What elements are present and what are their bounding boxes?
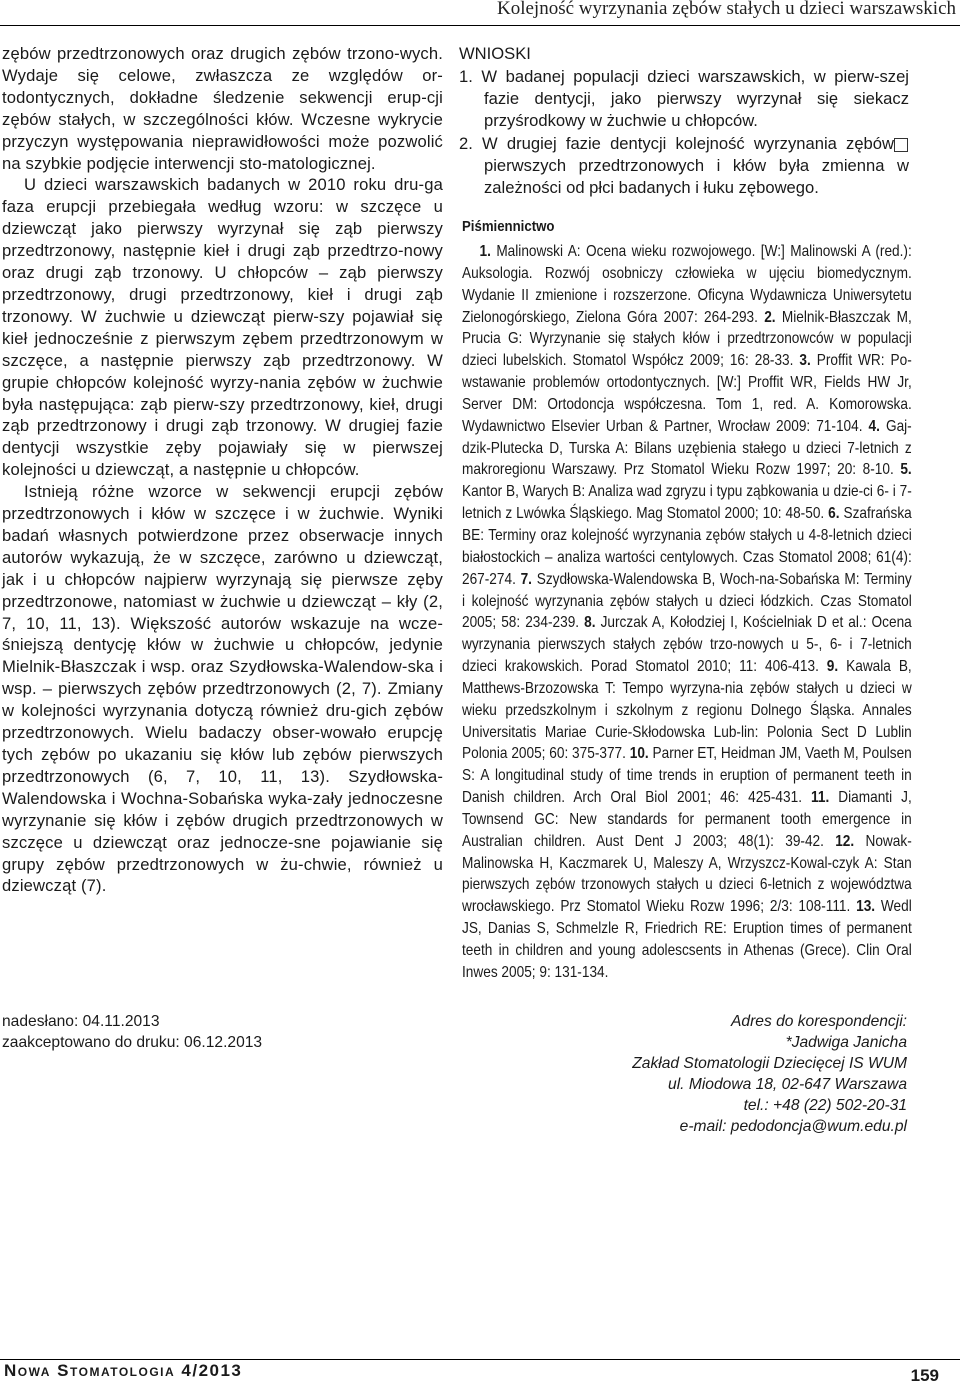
reference-number: 7. bbox=[520, 570, 532, 588]
references-heading: Piśmiennictwo bbox=[462, 218, 555, 235]
reference-text: Mielnik-Błaszczak M, Prucia G: Wyrzynanie się stałych kłów i przedtrzonowców w populacji dzieci lubelskich. Stomatol Współcz 2009; 16: 28-33. bbox=[462, 308, 912, 370]
running-head: Kolejność wyrzynania zębów stałych u dzieci warszawskich bbox=[497, 0, 956, 19]
reference-number: 4. bbox=[868, 417, 880, 435]
reference-text: Parner ET, Heidman JM, Vaeth M, Poulsen S: A longitudinal study of time trends in eruption of permanent teeth in Danish children. Arch Oral Biol 2001; 46: 425-431. bbox=[462, 745, 912, 807]
reference-text: Nowak-Malinowska H, Kaczmarek U, Maleszy A, Wrzyszcz-Kowal-czyk A: Stan pierwszych zębów trzonowych stałych u dzieci 6-letnich z województwa wrocławskiego. Prz Stomatol Wieku Rozw 1996; 2/3: 108-111. bbox=[462, 832, 912, 916]
end-of-article-square-icon bbox=[894, 138, 908, 152]
reference-number: 6. bbox=[828, 505, 840, 523]
conclusion-item bbox=[459, 66, 909, 132]
reference-number: 13. bbox=[856, 898, 876, 916]
correspondence-heading: Adres do korespondencji: bbox=[731, 1013, 907, 1030]
header-rule bbox=[0, 25, 960, 26]
reference-text: Szafrańska BE: Terminy oraz kolejność wyrzynania zębów stałych u 4-8-letnich dzieci białostockich – analiza wartości centylowych. Czas Stomatol 2008; 61(4): 267-274. bbox=[462, 505, 912, 588]
reference-number: 2. bbox=[764, 308, 776, 326]
reference-text: Kantor B, Warych B: Analiza wad zgryzu i typu ząbkowania u dzie-ci 6- i 7-letnich z Lwówka Śląskiego. Mag Stomatol 2000; 10: 48-50. bbox=[462, 483, 912, 523]
reference-number: 11. bbox=[811, 789, 830, 807]
correspondence-street: ul. Miodowa 18, 02-647 Warszawa bbox=[668, 1076, 907, 1093]
reference-text: Gaj-dzik-Plutecka D, Turska A: Bilans uzębienia stałego u dzieci 7-letnich z makroregionu Warszawy. Prz Stomatol Wieku Rozw 1997; 20: 8-10. bbox=[462, 417, 912, 479]
correspondence-name: *Jadwiga Janicha bbox=[785, 1034, 907, 1051]
reference-number: 8. bbox=[584, 614, 596, 632]
reference-text: Jurczak A, Kołodziej I, Kościelniak D et al.: Ocena wyrzynania pierwszych stałych zębów trzo-nowych u 5-, 6- i 7-letnich dzieci krakowskich. Porad Stomatol 2010; 11: 406-413. bbox=[462, 614, 912, 676]
conclusion-text: 1. W badanej populacji dzieci warszawskich, w pierw-szej fazie dentycji, jako pierwszy wyrzynał się siekacz przyśrodkowy w żuchwie u chłopców. bbox=[459, 67, 909, 130]
paragraph-2: U dzieci warszawskich badanych w 2010 roku dru-ga faza erupcji przebiegała według wzoru: w szczęce u dziewcząt jako pierwszy wyrzynał się ząb pierwszy przedtrzonowy, następnie kieł i drugi ząb przedtrzo-nowy oraz drugi ząb trzonowy. U chłopców – ząb pierwszy przedtrzonowy, drugi przedtrzonowy, kieł i drugi ząb trzonowy. W żuchwie u dziewcząt pierw-szy pojawiał się kieł jednocześnie z pierwszym zębem przedtrzonowym w szczęce, a następnie pierwszy ząb przedtrzonowy. W grupie chłopców kolejność wyrzy-nania zębów w żuchwie była następująca: ząb pierw-szy przedtrzonowy, kieł, drugi ząb przedtrzonowy i drugi ząb trzonowy. W drugiej fazie dentycji wszystkie zęby pojawiały się w pierwszej kolejności u dziewcząt, a następnie u chłopców. bbox=[2, 175, 443, 480]
correspondence-institution: Zakład Stomatologii Dziecięcej IS WUM bbox=[632, 1055, 907, 1072]
paragraph-1: zębów przedtrzonowych oraz drugich zębów trzono-wych. Wydaje się celowe, zwłaszcza ze względów or-todontycznych, dokładne śledzenie sekwencji erup-cji zębów stałych, w szczególności kłów. Wczesne wykrycie przyczyn występowania nieprawidłowości może pozwolić na szybkie podjęcie interwencji sto-matologicznej. bbox=[2, 44, 443, 173]
paragraph-3: Istnieją różne wzorce w sekwencji erupcji zębów przedtrzonowych i kłów w szczęce i w żuchwie. Wyniki badań własnych potwierdzone przez obserwacje innych autorów wykazują, że w szczęce, zarówno u dziewcząt, jak i u chłopców najpierw wyrzynają się pierwsze zęby przedtrzonowe, natomiast w żuchwie u dziewcząt – kły (2, 7, 10, 11, 13). Większość autorów wskazuje na wcze-śniejszą dentycję kłów w żuchwie u chłopców, jedynie Mielnik-Błaszczak i wsp. oraz Szydłowska-Walendow-ska i wsp. – pierwszych zębów przedtrzonowych (2, 7). Zmiany w kolejności wyrzynania dotyczą również dru-gich zębów przedtrzonowych. Wielu badaczy obser-wowało erupcję tych zębów po ukazaniu się kłów lub zębów pierwszych przedtrzonowych (6, 7, 10, 11, 13). Szydłowska-Walendowska i Wochna-Sobańska wyka-zały jednoczesne wyrzynanie się kłów i zębów drugich przedtrzonowych w szczęce u dziewcząt oraz jednocze-sne pojawianie się grupy zębów przedtrzonowych w żu-chwie, również u dziewcząt (7). bbox=[2, 482, 443, 896]
conclusion-item bbox=[459, 133, 909, 199]
received-date: nadesłano: 04.11.2013 bbox=[2, 1013, 160, 1030]
reference-number: 1. bbox=[479, 243, 491, 260]
reference-number: 9. bbox=[826, 658, 839, 676]
reference-text: Wedl JS, Danias S, Schmelzle R, Friedrich RE: Eruption times of permanent teeth in children and young adolescsents in Athenas (Grece). Clin Oral Inwes 2005; 9: 131-134. bbox=[462, 898, 912, 981]
reference-number: 10. bbox=[629, 745, 649, 763]
reference-text: Diamanti J, Townsend GC: New standards for permanent tooth emergence in Australian children. Aust Dent J 2003; 48(1): 39-42. bbox=[462, 789, 912, 850]
right-column bbox=[459, 43, 912, 984]
accepted-date: zaakceptowano do druku: 06.12.2013 bbox=[2, 1034, 263, 1051]
reference-number: 12. bbox=[835, 832, 855, 850]
reference-text: Malinowski A: Ocena wieku rozwojowego. [W:] Malinowski A (red.): Auksologia. Rozwój osobniczy człowieka w ujęciu biomedycznym. Wydanie II zmienione i rozszerzone. Oficyna Wydawnicza Uniwersytetu Zielonogórskiego, Zielona Góra 2007: 264-293. bbox=[462, 243, 912, 326]
submission-dates bbox=[2, 1011, 262, 1053]
left-column bbox=[2, 43, 443, 897]
correspondence-address bbox=[632, 1011, 907, 1137]
conclusion-text: 2. W drugiej fazie dentycji kolejność wyrzynania zębów pierwszych przedtrzonowych i kłów była zmienna w zależności od płci badanych i łuku zębowego. bbox=[459, 134, 909, 197]
correspondence-email: e-mail: pedodoncja@wum.edu.pl bbox=[679, 1118, 907, 1135]
correspondence-phone: tel.: +48 (22) 502-20-31 bbox=[743, 1097, 907, 1114]
reference-text: Szydłowska-Walendowska B, Woch-na-Sobańska M: Terminy i kolejność wyrzynania zębów stałych u dzieci łódzkich. Czas Stomatol 2005; 58: 234-239. bbox=[462, 570, 912, 632]
journal-name: Nowa Stomatologia 4/2013 bbox=[4, 1361, 243, 1380]
footer-rule bbox=[0, 1359, 960, 1360]
reference-text: Kawala B, Matthews-Brzozowska T: Tempo wyrzyna-nia zębów stałych u dzieci w wieku przedszkolnym i szkolnym z regionu Dolnego Śląska. Annales Universitatis Mariae Curie-Skłodowska Lub-lin: Polonia Sect D Lublin Polonia 2005; 60: 375-377. bbox=[462, 658, 912, 763]
reference-text: Proffit WR: Po-wstawanie problemów ortodontycznych. [W:] Proffit WR, Fields HW Jr, Server DM: Ortodoncja współczesna. Tom 1, red. A. Komorowska. Wydawnictwo Elsevier Urban & Partner, Wrocław 2009: 71-104. bbox=[462, 352, 912, 435]
reference-number: 5. bbox=[900, 461, 912, 479]
conclusions-heading: WNIOSKI bbox=[459, 44, 531, 63]
references-list bbox=[462, 241, 912, 984]
reference-number: 3. bbox=[799, 352, 811, 370]
page-number: 159 bbox=[910, 1366, 939, 1385]
